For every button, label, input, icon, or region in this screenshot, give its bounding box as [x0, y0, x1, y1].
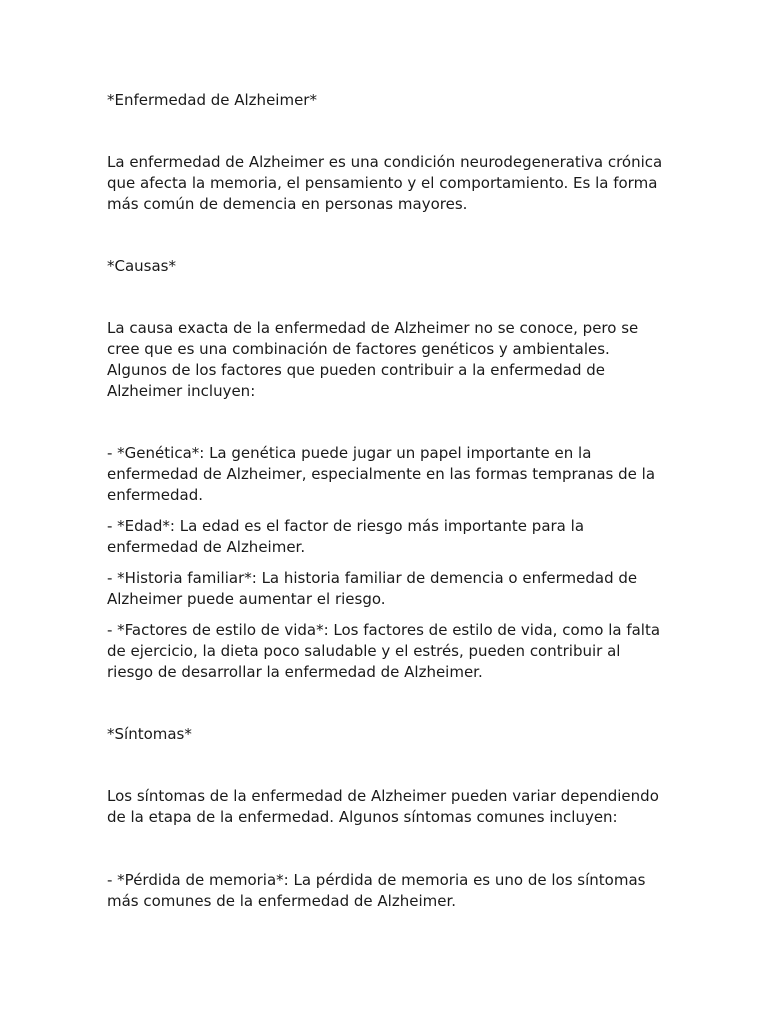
- causes-heading: *Causas*: [107, 257, 176, 275]
- document-title: *Enfermedad de Alzheimer*: [107, 91, 317, 109]
- list-item: - *Factores de estilo de vida*: Los factores de estilo de vida, como la falta de ejercicio, la dieta poco saludable y el estrés, pueden contribuir al riesgo de desarrollar la enfermedad de Alzheimer.: [107, 621, 661, 681]
- intro-paragraph: La enfermedad de Alzheimer es una condición neurodegenerativa crónica que afecta la memoria, el pensamiento y el comportamiento. Es la forma más común de demencia en personas mayores.: [107, 153, 663, 213]
- symptoms-heading: *Síntomas*: [107, 725, 192, 743]
- list-item: - *Historia familiar*: La historia familiar de demencia o enfermedad de Alzheimer puede aumentar el riesgo.: [107, 569, 638, 608]
- list-item: - *Edad*: La edad es el factor de riesgo más importante para la enfermedad de Alzheimer.: [107, 517, 585, 556]
- list-item: - *Pérdida de memoria*: La pérdida de memoria es uno de los síntomas más comunes de la enfermedad de Alzheimer.: [107, 871, 646, 910]
- causes-paragraph: La causa exacta de la enfermedad de Alzheimer no se conoce, pero se cree que es una combinación de factores genéticos y ambientales. Algunos de los factores que pueden contribuir a la enfermedad de Alzheimer incluyen:: [107, 319, 639, 400]
- symptoms-paragraph: Los síntomas de la enfermedad de Alzheimer pueden variar dependiendo de la etapa de la enfermedad. Algunos síntomas comunes incluyen:: [107, 787, 659, 826]
- list-item: - *Genética*: La genética puede jugar un papel importante en la enfermedad de Alzheimer, especialmente en las formas tempranas de la enfermedad.: [107, 444, 656, 504]
